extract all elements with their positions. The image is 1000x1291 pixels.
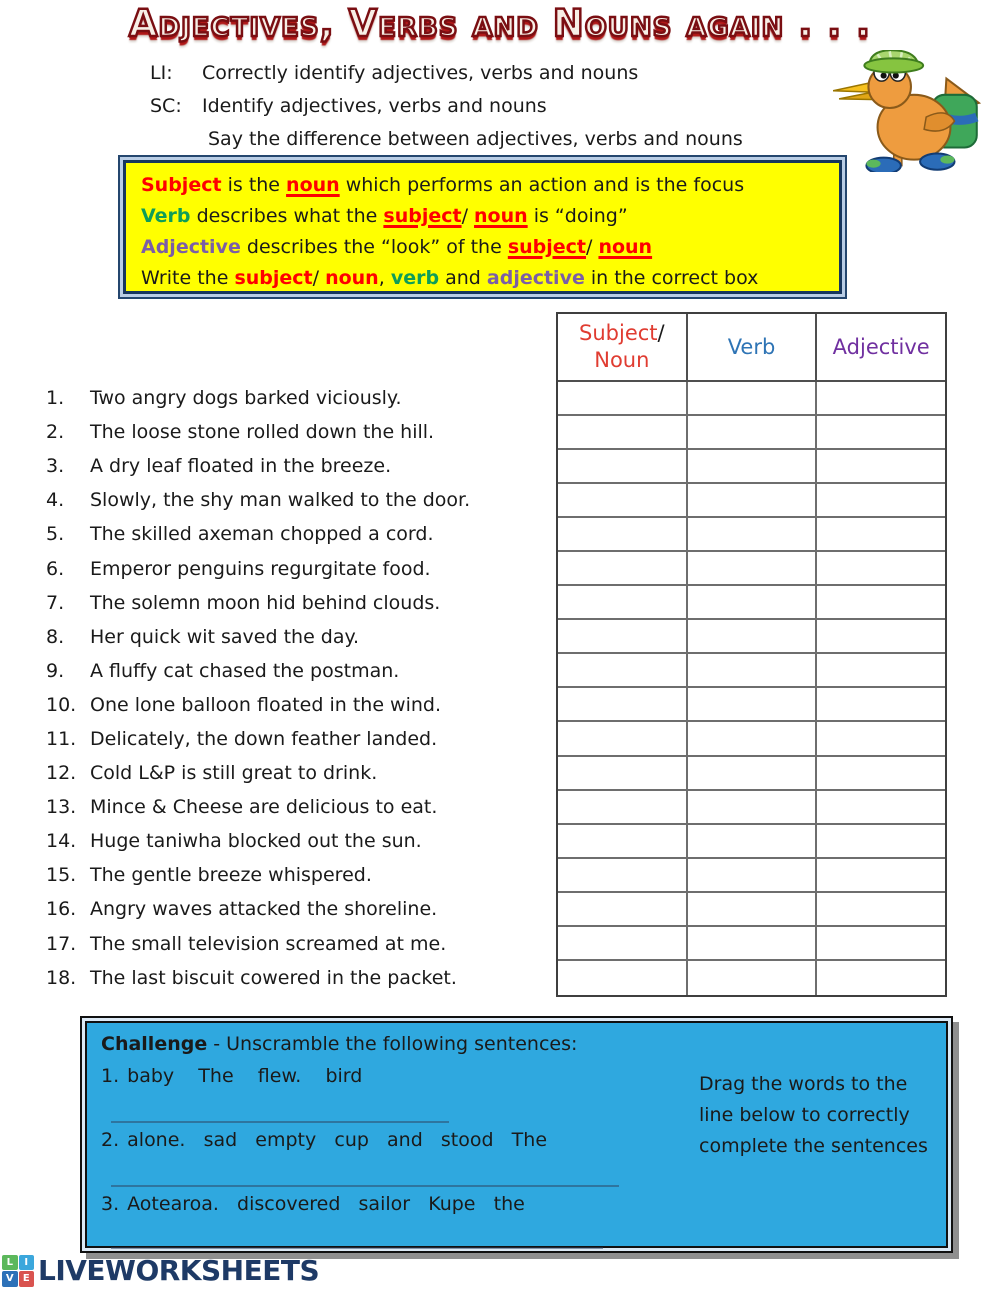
text-segment: which performs an action and is the focus xyxy=(339,174,745,196)
logo-letter-square: L xyxy=(2,1255,18,1271)
text-segment: noun xyxy=(598,236,653,258)
text-segment: / xyxy=(461,205,475,227)
answer-cell[interactable] xyxy=(558,450,688,482)
answer-cell[interactable] xyxy=(558,791,688,823)
answer-cell[interactable] xyxy=(817,722,945,754)
sentence-item xyxy=(46,927,558,961)
scrambled-words[interactable]: baby The flew. bird xyxy=(127,1065,363,1087)
logo-letter-square: V xyxy=(2,1271,18,1287)
sentence-item xyxy=(46,688,558,722)
answer-cell[interactable] xyxy=(558,757,688,789)
text-segment: / xyxy=(312,267,326,289)
table-row xyxy=(558,484,945,518)
sc-label: SC: xyxy=(150,95,182,117)
sentence-number: 11. xyxy=(46,727,77,750)
sentence-number: 2. xyxy=(46,421,65,444)
answer-cell[interactable] xyxy=(688,927,818,959)
sentence-number: 7. xyxy=(46,591,65,614)
sentence-text: A dry leaf floated in the breeze. xyxy=(90,455,392,478)
sentence-item xyxy=(46,892,558,926)
challenge-heading-bold: Challenge xyxy=(101,1033,208,1055)
answer-table xyxy=(556,312,947,997)
kiwi-mascot-image xyxy=(833,50,995,172)
text-segment: Subject xyxy=(141,174,222,196)
sentence-number: 17. xyxy=(46,932,77,955)
answer-cell[interactable] xyxy=(817,552,945,584)
success-criteria-line xyxy=(150,95,547,117)
answer-cell[interactable] xyxy=(817,859,945,891)
logo-letter-square: E xyxy=(19,1271,35,1287)
sentence-item xyxy=(46,756,558,790)
answer-cell[interactable] xyxy=(817,757,945,789)
answer-cell[interactable] xyxy=(558,688,688,720)
answer-cell[interactable] xyxy=(558,893,688,925)
text-segment: , xyxy=(378,267,391,289)
answer-cell[interactable] xyxy=(688,450,818,482)
sentence-number: 14. xyxy=(46,830,77,853)
definition-line xyxy=(141,232,824,263)
answer-cell[interactable] xyxy=(817,961,945,995)
text-segment: Verb xyxy=(141,205,191,227)
answer-cell[interactable] xyxy=(817,688,945,720)
challenge-heading-rest: - Unscramble the following sentences: xyxy=(207,1033,578,1055)
sentence-number: 13. xyxy=(46,796,77,819)
table-row xyxy=(558,382,945,416)
sentence-text: Cold L&P is still great to drink. xyxy=(90,762,378,785)
learning-intention-line xyxy=(150,62,638,84)
table-row xyxy=(558,893,945,927)
sentence-text: Angry waves attacked the shoreline. xyxy=(90,898,438,921)
sentence-item xyxy=(46,551,558,585)
table-row xyxy=(558,791,945,825)
sentence-item xyxy=(46,858,558,892)
answer-cell[interactable] xyxy=(817,927,945,959)
table-row xyxy=(558,927,945,961)
sentence-item xyxy=(46,483,558,517)
definitions-box-inner xyxy=(123,160,842,294)
scrambled-words[interactable]: alone. sad empty cup and stood The xyxy=(127,1129,548,1151)
scramble-sentence xyxy=(101,1065,362,1087)
answer-cell[interactable] xyxy=(558,825,688,857)
answer-cell[interactable] xyxy=(688,961,818,995)
sentence-item xyxy=(46,586,558,620)
sentence-number: 9. xyxy=(46,659,65,682)
answer-cell[interactable] xyxy=(688,484,818,516)
sentence-number: 1. xyxy=(46,387,65,410)
scrambled-words[interactable]: Aotearoa. discovered sailor Kupe the xyxy=(127,1193,525,1215)
sentence-text: The loose stone rolled down the hill. xyxy=(90,421,435,444)
answer-cell[interactable] xyxy=(688,722,818,754)
text-segment: adjective xyxy=(486,267,585,289)
answer-cell[interactable] xyxy=(688,791,818,823)
sentence-text: The last biscuit cowered in the packet. xyxy=(90,966,457,989)
table-row xyxy=(558,961,945,995)
text-segment: noun xyxy=(325,267,379,289)
challenge-box-inner xyxy=(85,1021,948,1248)
answer-cell[interactable] xyxy=(688,654,818,686)
answer-cell[interactable] xyxy=(817,450,945,482)
text-segment: describes the “look” of the xyxy=(240,236,508,258)
challenge-box xyxy=(80,1016,953,1253)
table-row xyxy=(558,757,945,791)
sentence-number: 4. xyxy=(46,489,65,512)
header-subject-line xyxy=(579,320,665,347)
answer-cell[interactable] xyxy=(558,484,688,516)
answer-cell[interactable] xyxy=(688,620,818,652)
sentence-number: 16. xyxy=(46,898,77,921)
text-segment: verb xyxy=(390,267,440,289)
answer-cell[interactable] xyxy=(688,893,818,925)
text-segment: is “doing” xyxy=(527,205,628,227)
definition-line xyxy=(141,201,824,232)
answer-cell[interactable] xyxy=(817,654,945,686)
answer-cell[interactable] xyxy=(817,893,945,925)
answer-cell[interactable] xyxy=(688,859,818,891)
answer-cell[interactable] xyxy=(688,416,818,448)
header-adjective: Adjective xyxy=(832,334,930,359)
answer-cell[interactable] xyxy=(817,382,945,414)
li-text: Correctly identify adjectives, verbs and nouns xyxy=(202,62,639,84)
liveworksheets-logo-text: LIVEWORKSHEETS xyxy=(38,1254,320,1287)
sentence-number: 6. xyxy=(46,557,65,580)
sentence-text: The skilled axeman chopped a cord. xyxy=(90,523,434,546)
logo-letter-square: I xyxy=(19,1255,35,1271)
answer-cell[interactable] xyxy=(817,825,945,857)
challenge-heading xyxy=(101,1033,577,1055)
table-row xyxy=(558,722,945,756)
liveworksheets-logo[interactable] xyxy=(2,1254,319,1287)
definition-line xyxy=(141,263,824,294)
text-segment: Write the xyxy=(141,267,235,289)
text-segment: in the correct box xyxy=(584,267,759,289)
scramble-number: 3. xyxy=(101,1193,120,1215)
text-segment: / xyxy=(586,236,599,258)
sentence-number: 5. xyxy=(46,523,65,546)
header-verb: Verb xyxy=(688,314,818,380)
sentence-list xyxy=(46,381,558,995)
header-text-segment: Subject xyxy=(579,321,658,345)
answer-cell[interactable] xyxy=(558,416,688,448)
text-segment: and xyxy=(439,267,487,289)
answer-cell[interactable] xyxy=(817,416,945,448)
sentence-item xyxy=(46,381,558,415)
answer-cell[interactable] xyxy=(817,484,945,516)
sentence-number: 12. xyxy=(46,762,77,785)
sentence-text: Huge taniwha blocked out the sun. xyxy=(90,830,422,853)
sentence-item xyxy=(46,722,558,756)
sentence-number: 3. xyxy=(46,455,65,478)
sentence-number: 15. xyxy=(46,864,77,887)
table-header-row xyxy=(558,314,945,382)
answer-line[interactable] xyxy=(111,1185,619,1187)
sentence-text: Emperor penguins regurgitate food. xyxy=(90,557,431,580)
answer-cell[interactable] xyxy=(688,382,818,414)
definitions-box xyxy=(118,155,847,299)
table-row xyxy=(558,859,945,893)
text-segment: noun xyxy=(474,205,528,227)
table-row xyxy=(558,620,945,654)
sentence-text: Delicately, the down feather landed. xyxy=(90,727,438,750)
table-body xyxy=(558,382,945,995)
table-row xyxy=(558,688,945,722)
sentence-number: 10. xyxy=(46,693,77,716)
scramble-number: 1. xyxy=(101,1065,120,1087)
sentence-item xyxy=(46,449,558,483)
sentence-item xyxy=(46,517,558,551)
sentence-number: 18. xyxy=(46,966,77,989)
sentence-text: The solemn moon hid behind clouds. xyxy=(90,591,441,614)
sentence-item xyxy=(46,790,558,824)
sentence-item xyxy=(46,654,558,688)
definition-line xyxy=(141,170,824,201)
scramble-sentence xyxy=(101,1193,525,1215)
header-subject-noun xyxy=(558,314,688,380)
answer-cell[interactable] xyxy=(817,620,945,652)
text-segment: noun xyxy=(286,174,340,196)
answer-cell[interactable] xyxy=(688,518,818,550)
answer-line[interactable] xyxy=(111,1247,603,1249)
answer-cell[interactable] xyxy=(558,518,688,550)
table-row xyxy=(558,416,945,450)
sentence-text: Two angry dogs barked viciously. xyxy=(90,387,402,410)
sentence-text: Her quick wit saved the day. xyxy=(90,625,360,648)
answer-cell[interactable] xyxy=(558,382,688,414)
answer-cell[interactable] xyxy=(817,518,945,550)
table-row xyxy=(558,654,945,688)
table-row xyxy=(558,825,945,859)
table-row xyxy=(558,450,945,484)
liveworksheets-grid-icon xyxy=(2,1255,34,1287)
sentence-number: 8. xyxy=(46,625,65,648)
text-segment: is the xyxy=(221,174,287,196)
sentence-item xyxy=(46,824,558,858)
text-segment: describes what the xyxy=(190,205,384,227)
answer-line[interactable] xyxy=(111,1121,449,1123)
answer-cell[interactable] xyxy=(558,586,688,618)
answer-cell[interactable] xyxy=(817,791,945,823)
table-row xyxy=(558,552,945,586)
table-row xyxy=(558,518,945,552)
success-criteria-extra: Say the difference between adjectives, verbs and nouns xyxy=(208,128,743,150)
sentence-item xyxy=(46,415,558,449)
sc-text: Identify adjectives, verbs and nouns xyxy=(202,95,547,117)
answer-cell[interactable] xyxy=(558,927,688,959)
answer-cell[interactable] xyxy=(558,961,688,995)
answer-cell[interactable] xyxy=(817,586,945,618)
challenge-instruction-note: Drag the words to the line below to correctly complete the sentences xyxy=(699,1073,928,1157)
sentence-text: The gentle breeze whispered. xyxy=(90,864,372,887)
answer-cell[interactable] xyxy=(558,722,688,754)
worksheet-title: Adjectives, Verbs and Nouns again . . . xyxy=(128,2,872,45)
text-segment: subject xyxy=(234,267,313,289)
answer-cell[interactable] xyxy=(688,688,818,720)
text-segment: subject xyxy=(383,205,462,227)
answer-cell[interactable] xyxy=(688,586,818,618)
sentence-text: A fluffy cat chased the postman. xyxy=(90,659,400,682)
answer-cell[interactable] xyxy=(558,552,688,584)
sentence-item xyxy=(46,961,558,995)
answer-cell[interactable] xyxy=(558,654,688,686)
answer-cell[interactable] xyxy=(558,859,688,891)
answer-cell[interactable] xyxy=(558,620,688,652)
answer-cell[interactable] xyxy=(688,825,818,857)
scramble-sentence xyxy=(101,1129,547,1151)
text-segment: Adjective xyxy=(141,236,241,258)
answer-cell[interactable] xyxy=(688,552,818,584)
sentence-text: Slowly, the shy man walked to the door. xyxy=(90,489,471,512)
header-text-segment: / xyxy=(657,321,665,345)
answer-cell[interactable] xyxy=(688,757,818,789)
header-noun-line: Noun xyxy=(594,348,650,372)
scramble-number: 2. xyxy=(101,1129,120,1151)
sentence-text: One lone balloon floated in the wind. xyxy=(90,693,442,716)
text-segment: subject xyxy=(507,236,586,258)
table-row xyxy=(558,586,945,620)
li-label: LI: xyxy=(150,62,173,84)
sentence-text: Mince & Cheese are delicious to eat. xyxy=(90,796,438,819)
sentence-item xyxy=(46,620,558,654)
sentence-text: The small television screamed at me. xyxy=(90,932,447,955)
